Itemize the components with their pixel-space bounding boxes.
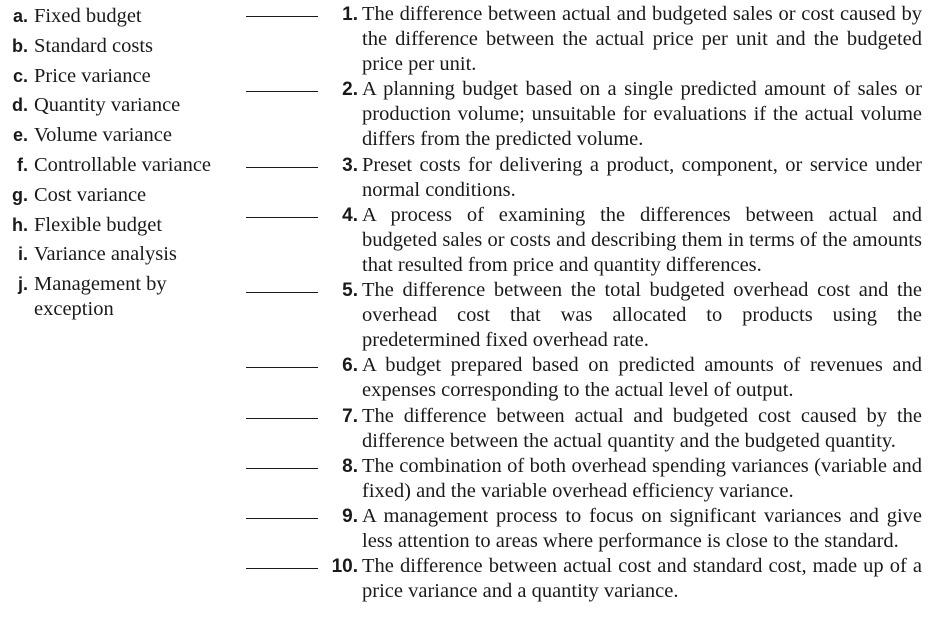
term-text: Management by exception xyxy=(34,273,167,321)
definition-item xyxy=(246,278,922,353)
definition-text: A budget prepared based on predicted amounts of revenues and expenses corresponding to the actual level of output. xyxy=(362,354,922,402)
term-item xyxy=(8,151,238,181)
term-letter: g. xyxy=(12,184,28,205)
term-item xyxy=(8,181,238,211)
term-item xyxy=(8,32,238,62)
term-text: Price variance xyxy=(34,64,151,87)
term-text: Variance analysis xyxy=(34,243,177,266)
term-letter: f. xyxy=(17,154,28,175)
term-letter: c. xyxy=(12,65,28,86)
term-letter: j. xyxy=(17,274,28,295)
definition-number: 6. xyxy=(342,355,358,377)
definition-item xyxy=(246,203,922,278)
definition-item xyxy=(246,2,922,77)
definition-item xyxy=(246,404,922,454)
terms-list xyxy=(8,2,238,322)
term-text: Flexible budget xyxy=(34,213,163,236)
term-letter: e. xyxy=(12,125,28,146)
term-text: Fixed budget xyxy=(34,5,142,27)
definition-number: 5. xyxy=(342,280,358,302)
definition-text: Preset costs for delivering a product, component, or service under normal conditions. xyxy=(362,153,922,201)
definition-item xyxy=(246,454,922,504)
definition-number: 4. xyxy=(342,204,358,226)
answer-blank[interactable] xyxy=(246,353,318,368)
answer-blank[interactable] xyxy=(246,554,318,569)
term-text: Volume variance xyxy=(34,124,172,147)
term-item xyxy=(8,62,238,92)
term-text: Controllable variance xyxy=(34,153,212,176)
term-text: Quantity variance xyxy=(34,94,181,117)
definition-text: The combination of both overhead spending variances (variable and fixed) and the variable overhead efficiency variance. xyxy=(362,454,922,502)
term-item xyxy=(8,91,238,121)
definition-item xyxy=(246,353,922,403)
definition-text: A management process to focus on significant variances and give less attention to areas where performance is close to the standard. xyxy=(362,504,922,552)
answer-blank[interactable] xyxy=(246,77,318,92)
definition-number: 1. xyxy=(342,4,358,25)
definition-number: 7. xyxy=(342,405,358,427)
definition-text: A process of examining the differences between actual and budgeted sales or costs and describing them in terms of the amounts that resulted from price and quantity differences. xyxy=(362,203,922,276)
answer-blank[interactable] xyxy=(246,203,318,218)
definition-text: The difference between the total budgeted overhead cost and the overhead cost that was allocated to products using the predetermined fixed overhead rate. xyxy=(362,279,922,352)
definition-number: 3. xyxy=(342,154,358,176)
answer-blank[interactable] xyxy=(246,153,318,168)
answer-blank[interactable] xyxy=(246,2,318,17)
definition-number: 10. xyxy=(331,556,358,578)
term-text: Cost variance xyxy=(34,183,147,206)
term-text: Standard costs xyxy=(34,34,153,57)
answer-blank[interactable] xyxy=(246,454,318,469)
term-item xyxy=(8,121,238,151)
definition-number: 8. xyxy=(342,455,358,477)
definition-number: 2. xyxy=(342,79,358,101)
definition-item xyxy=(246,153,922,203)
answer-blank[interactable] xyxy=(246,278,318,293)
definition-text: A planning budget based on a single predicted amount of sales or production volume; unsuitable for evaluations if the actual volume differs from the predicted volume. xyxy=(362,78,922,151)
term-item xyxy=(8,211,238,241)
definition-item xyxy=(246,554,922,604)
definitions-list xyxy=(246,2,922,604)
term-item xyxy=(8,270,238,322)
term-item xyxy=(8,2,238,32)
answer-blank[interactable] xyxy=(246,404,318,419)
term-letter: b. xyxy=(12,35,28,56)
definition-number: 9. xyxy=(342,505,358,527)
definition-text: The difference between actual and budgeted cost caused by the difference between the actual quantity and the budgeted quantity. xyxy=(362,404,922,452)
definition-text: The difference between actual cost and standard cost, made up of a price variance and a quantity variance. xyxy=(362,555,922,603)
term-letter: d. xyxy=(12,95,28,116)
term-item xyxy=(8,240,238,270)
definition-item xyxy=(246,504,922,554)
term-letter: h. xyxy=(12,214,28,235)
term-letter: i. xyxy=(17,244,28,265)
definition-item xyxy=(246,77,922,152)
term-letter: a. xyxy=(12,6,28,26)
answer-blank[interactable] xyxy=(246,504,318,519)
definition-text: The difference between actual and budgeted sales or cost caused by the difference between the actual price per unit and the budgeted price per unit. xyxy=(362,3,922,76)
